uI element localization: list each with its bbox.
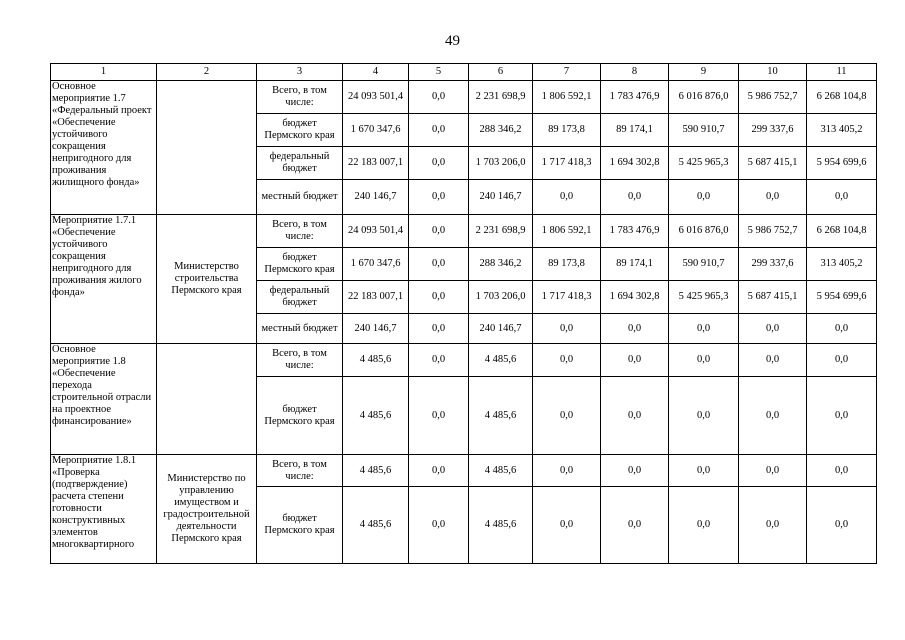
value-cell: 313 405,2 xyxy=(807,114,877,147)
value-cell: 0,0 xyxy=(409,281,469,314)
value-cell: 0,0 xyxy=(669,314,739,344)
value-cell: 2 231 698,9 xyxy=(469,215,533,248)
funding-source: Всего, в том числе: xyxy=(257,455,343,487)
funding-source: местный бюджет xyxy=(257,314,343,344)
value-cell: 0,0 xyxy=(807,487,877,564)
value-cell: 0,0 xyxy=(807,455,877,487)
value-cell: 4 485,6 xyxy=(469,487,533,564)
value-cell: 0,0 xyxy=(409,215,469,248)
value-cell: 288 346,2 xyxy=(469,248,533,281)
value-cell: 0,0 xyxy=(409,455,469,487)
column-header: 2 xyxy=(157,64,257,81)
value-cell: 22 183 007,1 xyxy=(343,147,409,180)
value-cell: 1 694 302,8 xyxy=(601,147,669,180)
funding-source: местный бюджет xyxy=(257,180,343,215)
value-cell: 5 425 965,3 xyxy=(669,147,739,180)
value-cell: 5 687 415,1 xyxy=(739,281,807,314)
value-cell: 0,0 xyxy=(533,377,601,455)
activity-name: Мероприятие 1.8.1 «Проверка (подтверждение) расчета степени готовности конструктивных элементов многоквартирного xyxy=(51,455,157,564)
value-cell: 0,0 xyxy=(739,455,807,487)
value-cell: 590 910,7 xyxy=(669,114,739,147)
value-cell: 0,0 xyxy=(669,180,739,215)
value-cell: 0,0 xyxy=(739,180,807,215)
value-cell: 0,0 xyxy=(409,114,469,147)
value-cell: 89 173,8 xyxy=(533,114,601,147)
responsible-executor: Министерство по управлению имуществом и градостроительной деятельности Пермского края xyxy=(157,455,257,564)
table-row xyxy=(51,455,877,487)
value-cell: 0,0 xyxy=(601,344,669,377)
value-cell: 4 485,6 xyxy=(343,455,409,487)
responsible-executor: Министерство строительства Пермского края xyxy=(157,215,257,344)
funding-source: бюджет Пермского края xyxy=(257,487,343,564)
column-header: 5 xyxy=(409,64,469,81)
value-cell: 0,0 xyxy=(409,248,469,281)
column-header: 8 xyxy=(601,64,669,81)
value-cell: 1 783 476,9 xyxy=(601,215,669,248)
value-cell: 0,0 xyxy=(409,314,469,344)
value-cell: 0,0 xyxy=(601,314,669,344)
value-cell: 4 485,6 xyxy=(469,344,533,377)
funding-source: федеральный бюджет xyxy=(257,281,343,314)
funding-source: Всего, в том числе: xyxy=(257,81,343,114)
value-cell: 240 146,7 xyxy=(469,314,533,344)
table-row xyxy=(51,215,877,248)
value-cell: 0,0 xyxy=(409,344,469,377)
value-cell: 0,0 xyxy=(601,455,669,487)
value-cell: 0,0 xyxy=(739,344,807,377)
value-cell: 5 687 415,1 xyxy=(739,147,807,180)
value-cell: 4 485,6 xyxy=(469,377,533,455)
funding-source: бюджет Пермского края xyxy=(257,377,343,455)
column-header: 9 xyxy=(669,64,739,81)
funding-source: Всего, в том числе: xyxy=(257,344,343,377)
value-cell: 1 703 206,0 xyxy=(469,281,533,314)
value-cell: 299 337,6 xyxy=(739,114,807,147)
value-cell: 1 670 347,6 xyxy=(343,114,409,147)
responsible-executor xyxy=(157,81,257,215)
value-cell: 89 174,1 xyxy=(601,114,669,147)
value-cell: 4 485,6 xyxy=(469,455,533,487)
value-cell: 6 268 104,8 xyxy=(807,81,877,114)
value-cell: 0,0 xyxy=(533,344,601,377)
value-cell: 0,0 xyxy=(533,314,601,344)
funding-source: Всего, в том числе: xyxy=(257,215,343,248)
value-cell: 89 173,8 xyxy=(533,248,601,281)
value-cell: 24 093 501,4 xyxy=(343,81,409,114)
value-cell: 0,0 xyxy=(409,377,469,455)
value-cell: 5 954 699,6 xyxy=(807,147,877,180)
activity-name: Основное мероприятие 1.8 «Обеспечение перехода строительной отрасли на проектное финансирование» xyxy=(51,344,157,455)
value-cell: 6 016 876,0 xyxy=(669,81,739,114)
column-header: 10 xyxy=(739,64,807,81)
value-cell: 4 485,6 xyxy=(343,487,409,564)
value-cell: 4 485,6 xyxy=(343,377,409,455)
value-cell: 0,0 xyxy=(669,344,739,377)
value-cell: 0,0 xyxy=(533,455,601,487)
value-cell: 0,0 xyxy=(409,147,469,180)
value-cell: 0,0 xyxy=(601,487,669,564)
value-cell: 0,0 xyxy=(669,487,739,564)
value-cell: 0,0 xyxy=(739,487,807,564)
value-cell: 1 694 302,8 xyxy=(601,281,669,314)
value-cell: 288 346,2 xyxy=(469,114,533,147)
value-cell: 240 146,7 xyxy=(343,314,409,344)
value-cell: 0,0 xyxy=(533,180,601,215)
value-cell: 0,0 xyxy=(807,377,877,455)
funding-source: федеральный бюджет xyxy=(257,147,343,180)
budget-table xyxy=(50,63,877,564)
value-cell: 0,0 xyxy=(739,314,807,344)
value-cell: 0,0 xyxy=(601,377,669,455)
header-row xyxy=(51,64,877,81)
column-header: 6 xyxy=(469,64,533,81)
value-cell: 1 703 206,0 xyxy=(469,147,533,180)
value-cell: 89 174,1 xyxy=(601,248,669,281)
activity-name: Мероприятие 1.7.1 «Обеспечение устойчивого сокращения непригодного для проживания жилого фонда» xyxy=(51,215,157,344)
value-cell: 0,0 xyxy=(409,487,469,564)
funding-source: бюджет Пермского края xyxy=(257,114,343,147)
value-cell: 0,0 xyxy=(409,180,469,215)
table-row xyxy=(51,344,877,377)
value-cell: 0,0 xyxy=(807,180,877,215)
page-number: 49 xyxy=(445,33,460,49)
value-cell: 2 231 698,9 xyxy=(469,81,533,114)
value-cell: 1 670 347,6 xyxy=(343,248,409,281)
value-cell: 1 806 592,1 xyxy=(533,81,601,114)
value-cell: 5 954 699,6 xyxy=(807,281,877,314)
value-cell: 0,0 xyxy=(601,180,669,215)
value-cell: 6 268 104,8 xyxy=(807,215,877,248)
value-cell: 1 783 476,9 xyxy=(601,81,669,114)
value-cell: 240 146,7 xyxy=(343,180,409,215)
value-cell: 5 986 752,7 xyxy=(739,215,807,248)
value-cell: 0,0 xyxy=(669,377,739,455)
activity-name: Основное мероприятие 1.7 «Федеральный проект «Обеспечение устойчивого сокращения непригодного для проживания жилищного фонда» xyxy=(51,81,157,215)
value-cell: 0,0 xyxy=(669,455,739,487)
value-cell: 1 717 418,3 xyxy=(533,147,601,180)
value-cell: 5 425 965,3 xyxy=(669,281,739,314)
funding-source: бюджет Пермского края xyxy=(257,248,343,281)
value-cell: 24 093 501,4 xyxy=(343,215,409,248)
column-header: 7 xyxy=(533,64,601,81)
value-cell: 1 806 592,1 xyxy=(533,215,601,248)
table-row xyxy=(51,81,877,114)
responsible-executor xyxy=(157,344,257,455)
value-cell: 0,0 xyxy=(807,314,877,344)
value-cell: 6 016 876,0 xyxy=(669,215,739,248)
value-cell: 1 717 418,3 xyxy=(533,281,601,314)
value-cell: 0,0 xyxy=(739,377,807,455)
value-cell: 313 405,2 xyxy=(807,248,877,281)
column-header: 1 xyxy=(51,64,157,81)
value-cell: 0,0 xyxy=(409,81,469,114)
column-header: 3 xyxy=(257,64,343,81)
value-cell: 0,0 xyxy=(533,487,601,564)
value-cell: 240 146,7 xyxy=(469,180,533,215)
value-cell: 299 337,6 xyxy=(739,248,807,281)
value-cell: 22 183 007,1 xyxy=(343,281,409,314)
value-cell: 5 986 752,7 xyxy=(739,81,807,114)
column-header: 4 xyxy=(343,64,409,81)
value-cell: 4 485,6 xyxy=(343,344,409,377)
column-header: 11 xyxy=(807,64,877,81)
value-cell: 590 910,7 xyxy=(669,248,739,281)
value-cell: 0,0 xyxy=(807,344,877,377)
